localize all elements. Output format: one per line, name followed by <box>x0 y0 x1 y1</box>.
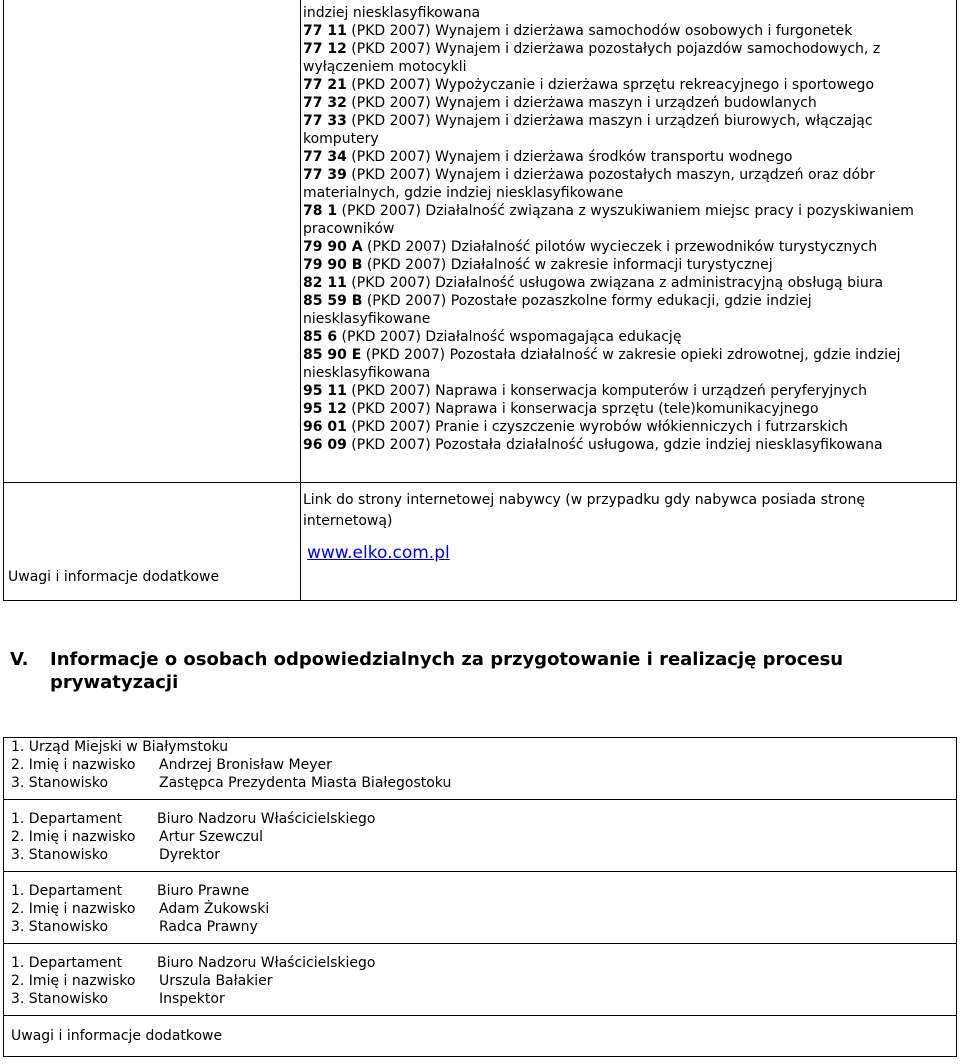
person-field-label: 3. Stanowisko <box>11 775 109 791</box>
person-field-value: Dyrektor <box>159 847 221 863</box>
pkd-description: (PKD 2007) Działalność w zakresie informacji turystycznej <box>362 257 773 273</box>
pkd-code: 77 21 <box>303 77 347 93</box>
person-field-label: 1. Urząd Miejski w Białymstoku <box>11 739 229 755</box>
pkd-activity-list <box>303 4 953 454</box>
pkd-code: 77 32 <box>303 95 347 111</box>
pkd-code: 82 11 <box>303 275 347 291</box>
persons-table <box>3 737 957 1057</box>
person-field-value: Artur Szewczul <box>159 829 264 845</box>
person-field-label: 1. Departament <box>11 955 123 971</box>
person-field-label: 3. Stanowisko <box>11 919 109 935</box>
pkd-line <box>303 148 953 166</box>
pkd-line <box>303 220 953 238</box>
pkd-line <box>303 58 953 76</box>
person-field-label: 3. Stanowisko <box>11 847 109 863</box>
person-field-value: Inspektor <box>159 991 225 1007</box>
website-link-label: Link do strony internetowej nabywcy (w przypadku gdy nabywca posiada stronę internetową) <box>303 492 865 529</box>
row-divider <box>4 799 956 800</box>
pkd-description: pracowników <box>303 221 395 237</box>
pkd-line <box>303 22 953 40</box>
column-divider <box>300 0 301 600</box>
person-field-value: Radca Prawny <box>159 919 258 935</box>
row-divider <box>4 871 956 872</box>
person-field-label: 2. Imię i nazwisko <box>11 901 136 917</box>
pkd-line <box>303 94 953 112</box>
pkd-code: 79 90 B <box>303 257 363 273</box>
pkd-description: (PKD 2007) Działalność związana z wyszukiwaniem miejsc pracy i pozyskiwaniem <box>337 203 914 219</box>
person-field-label: 2. Imię i nazwisko <box>11 757 136 773</box>
pkd-code: 85 59 B <box>303 293 363 309</box>
pkd-description: (PKD 2007) Pranie i czyszczenie wyrobów włókienniczych i futrzarskich <box>346 419 848 435</box>
pkd-line <box>303 364 953 382</box>
pkd-code: 77 11 <box>303 23 347 39</box>
pkd-line <box>303 346 953 364</box>
pkd-code: 95 12 <box>303 401 347 417</box>
pkd-line <box>303 310 953 328</box>
pkd-description: niesklasyfikowane <box>303 311 431 327</box>
remarks-label: Uwagi i informacje dodatkowe <box>8 569 220 585</box>
pkd-line <box>303 382 953 400</box>
pkd-description: komputery <box>303 131 379 147</box>
pkd-description: indziej niesklasyfikowana <box>303 5 481 21</box>
person-field-label: 1. Departament <box>11 883 123 899</box>
person-field-value: Adam Żukowski <box>159 901 270 917</box>
person-field-label: 1. Departament <box>11 811 123 827</box>
pkd-description: (PKD 2007) Działalność usługowa związana z administracyjną obsługą biura <box>346 275 884 291</box>
person-field-label: 2. Imię i nazwisko <box>11 829 136 845</box>
pkd-description: (PKD 2007) Pozostała działalność w zakresie opieki zdrowotnej, gdzie indziej <box>361 347 901 363</box>
person-field-value: Biuro Nadzoru Właścicielskiego <box>157 811 376 827</box>
pkd-line <box>303 40 953 58</box>
row-divider <box>4 482 956 483</box>
person-field-label: 2. Imię i nazwisko <box>11 973 136 989</box>
pkd-code: 78 1 <box>303 203 338 219</box>
pkd-description: (PKD 2007) Wynajem i dzierżawa maszyn i urządzeń biurowych, włączając <box>346 113 873 129</box>
pkd-description: (PKD 2007) Naprawa i konserwacja sprzętu (tele)komunikacyjnego <box>346 401 819 417</box>
pkd-line <box>303 166 953 184</box>
pkd-line <box>303 202 953 220</box>
row-divider <box>4 1015 956 1016</box>
person-field-value: Biuro Prawne <box>157 883 250 899</box>
pkd-description: (PKD 2007) Pozostała działalność usługowa, gdzie indziej niesklasyfikowana <box>346 437 883 453</box>
pkd-line <box>303 436 953 454</box>
remarks-label-bottom: Uwagi i informacje dodatkowe <box>11 1028 223 1044</box>
pkd-description: wyłączeniem motocykli <box>303 59 467 75</box>
person-field-label: 3. Stanowisko <box>11 991 109 1007</box>
pkd-line <box>303 328 953 346</box>
pkd-code: 77 12 <box>303 41 347 57</box>
pkd-line <box>303 112 953 130</box>
pkd-code: 77 33 <box>303 113 347 129</box>
pkd-line <box>303 184 953 202</box>
person-field-value: Biuro Nadzoru Właścicielskiego <box>157 955 376 971</box>
section-title: Informacje o osobach odpowiedzialnych za przygotowanie i realizację procesu prywatyzacji <box>50 649 844 693</box>
pkd-code: 95 11 <box>303 383 347 399</box>
pkd-line <box>303 130 953 148</box>
pkd-line <box>303 418 953 436</box>
person-field-value: Zastępca Prezydenta Miasta Białegostoku <box>159 775 452 791</box>
pkd-description: (PKD 2007) Wynajem i dzierżawa środków transportu wodnego <box>346 149 793 165</box>
pkd-code: 96 09 <box>303 437 347 453</box>
pkd-description: (PKD 2007) Wynajem i dzierżawa pozostałych maszyn, urządzeń oraz dóbr <box>346 167 875 183</box>
person-field-value: Urszula Bałakier <box>159 973 273 989</box>
pkd-line <box>303 238 953 256</box>
website-link[interactable]: www.elko.com.pl <box>307 543 450 563</box>
pkd-line <box>303 292 953 310</box>
pkd-description: (PKD 2007) Pozostałe pozaszkolne formy edukacji, gdzie indziej <box>362 293 812 309</box>
pkd-description: (PKD 2007) Działalność pilotów wycieczek i przewodników turystycznych <box>362 239 878 255</box>
pkd-code: 77 39 <box>303 167 347 183</box>
pkd-description: (PKD 2007) Wypożyczanie i dzierżawa sprzętu rekreacyjnego i sportowego <box>346 77 875 93</box>
row-divider <box>4 943 956 944</box>
pkd-code: 79 90 A <box>303 239 363 255</box>
pkd-description: (PKD 2007) Naprawa i konserwacja komputerów i urządzeń peryferyjnych <box>346 383 867 399</box>
section-number: V. <box>10 649 29 670</box>
pkd-code: 77 34 <box>303 149 347 165</box>
pkd-description: (PKD 2007) Wynajem i dzierżawa pozostałych pojazdów samochodowych, z <box>346 41 881 57</box>
pkd-code: 85 90 E <box>303 347 362 363</box>
pkd-description: materialnych, gdzie indziej niesklasyfikowane <box>303 185 624 201</box>
pkd-line <box>303 4 953 22</box>
pkd-line <box>303 76 953 94</box>
pkd-code: 85 6 <box>303 329 338 345</box>
pkd-description: (PKD 2007) Działalność wspomagająca edukację <box>337 329 682 345</box>
pkd-code: 96 01 <box>303 419 347 435</box>
pkd-line <box>303 400 953 418</box>
pkd-description: (PKD 2007) Wynajem i dzierżawa samochodów osobowych i furgonetek <box>346 23 853 39</box>
pkd-description: niesklasyfikowana <box>303 365 431 381</box>
pkd-description: (PKD 2007) Wynajem i dzierżawa maszyn i urządzeń budowlanych <box>346 95 817 111</box>
pkd-line <box>303 274 953 292</box>
person-field-value: Andrzej Bronisław Meyer <box>159 757 332 773</box>
pkd-line <box>303 256 953 274</box>
